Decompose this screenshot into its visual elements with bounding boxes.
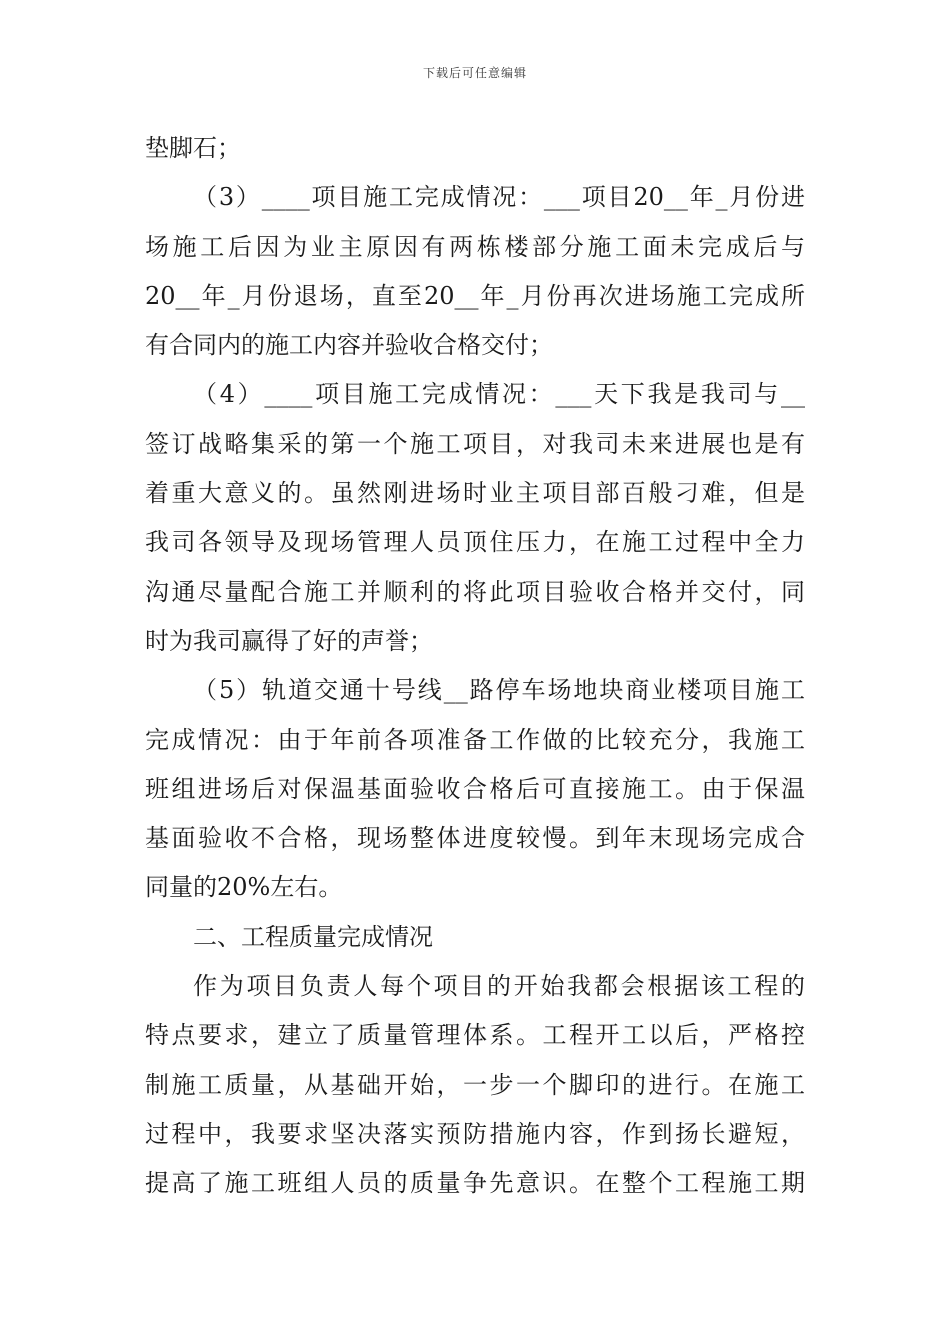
text-line: 班组进场后对保温基面验收合格后可直接施工。由于保温: [145, 774, 805, 803]
text-line: （4）____项目施工完成情况：___天下我是我司与__: [193, 380, 805, 409]
text-line: 着重大意义的。虽然刚进场时业主项目部百般刁难，但是: [145, 479, 805, 508]
text-line: 过程中，我要求坚决落实预防措施内容，作到扬长避短，: [145, 1119, 805, 1148]
text-line: 时为我司赢得了好的声誉；: [145, 626, 433, 655]
text-line: 提高了施工班组人员的质量争先意识。在整个工程施工期: [145, 1169, 805, 1198]
text-line: 签订战略集采的第一个施工项目，对我司未来进展也是有: [145, 429, 805, 458]
text-line: 完成情况：由于年前各项准备工作做的比较充分，我施工: [145, 725, 805, 754]
text-line: （3）____项目施工完成情况：___项目20__年_月份进: [193, 183, 805, 212]
text-line: 20__年_月份退场，直至20__年_月份再次进场施工完成所: [145, 281, 805, 310]
text-line: 同量的20%左右。: [145, 873, 343, 902]
text-line: 特点要求，建立了质量管理体系。工程开工以后，严格控: [145, 1021, 805, 1050]
page-header: 下载后可任意编辑: [422, 66, 527, 80]
text-line: 制施工质量，从基础开始，一步一个脚印的进行。在施工: [145, 1070, 805, 1099]
text-line: （5）轨道交通十号线__路停车场地块商业楼项目施工: [193, 676, 805, 705]
text-line: 基面验收不合格，现场整体进度较慢。到年末现场完成合: [145, 824, 805, 853]
text-line: 场施工后因为业主原因有两栋楼部分施工面未完成后与: [145, 232, 805, 261]
text-line: 垫脚石；: [145, 134, 241, 162]
document-body: [145, 124, 805, 1209]
text-line: 作为项目负责人每个项目的开始我都会根据该工程的: [193, 972, 805, 1001]
text-line: 沟通尽量配合施工并顺利的将此项目验收合格并交付，同: [145, 577, 805, 606]
text-line: 有合同内的施工内容并验收合格交付；: [145, 331, 553, 360]
section-heading: 二、工程质量完成情况: [193, 922, 433, 951]
text-line: 我司各领导及现场管理人员顶住压力，在施工过程中全力: [145, 528, 805, 557]
